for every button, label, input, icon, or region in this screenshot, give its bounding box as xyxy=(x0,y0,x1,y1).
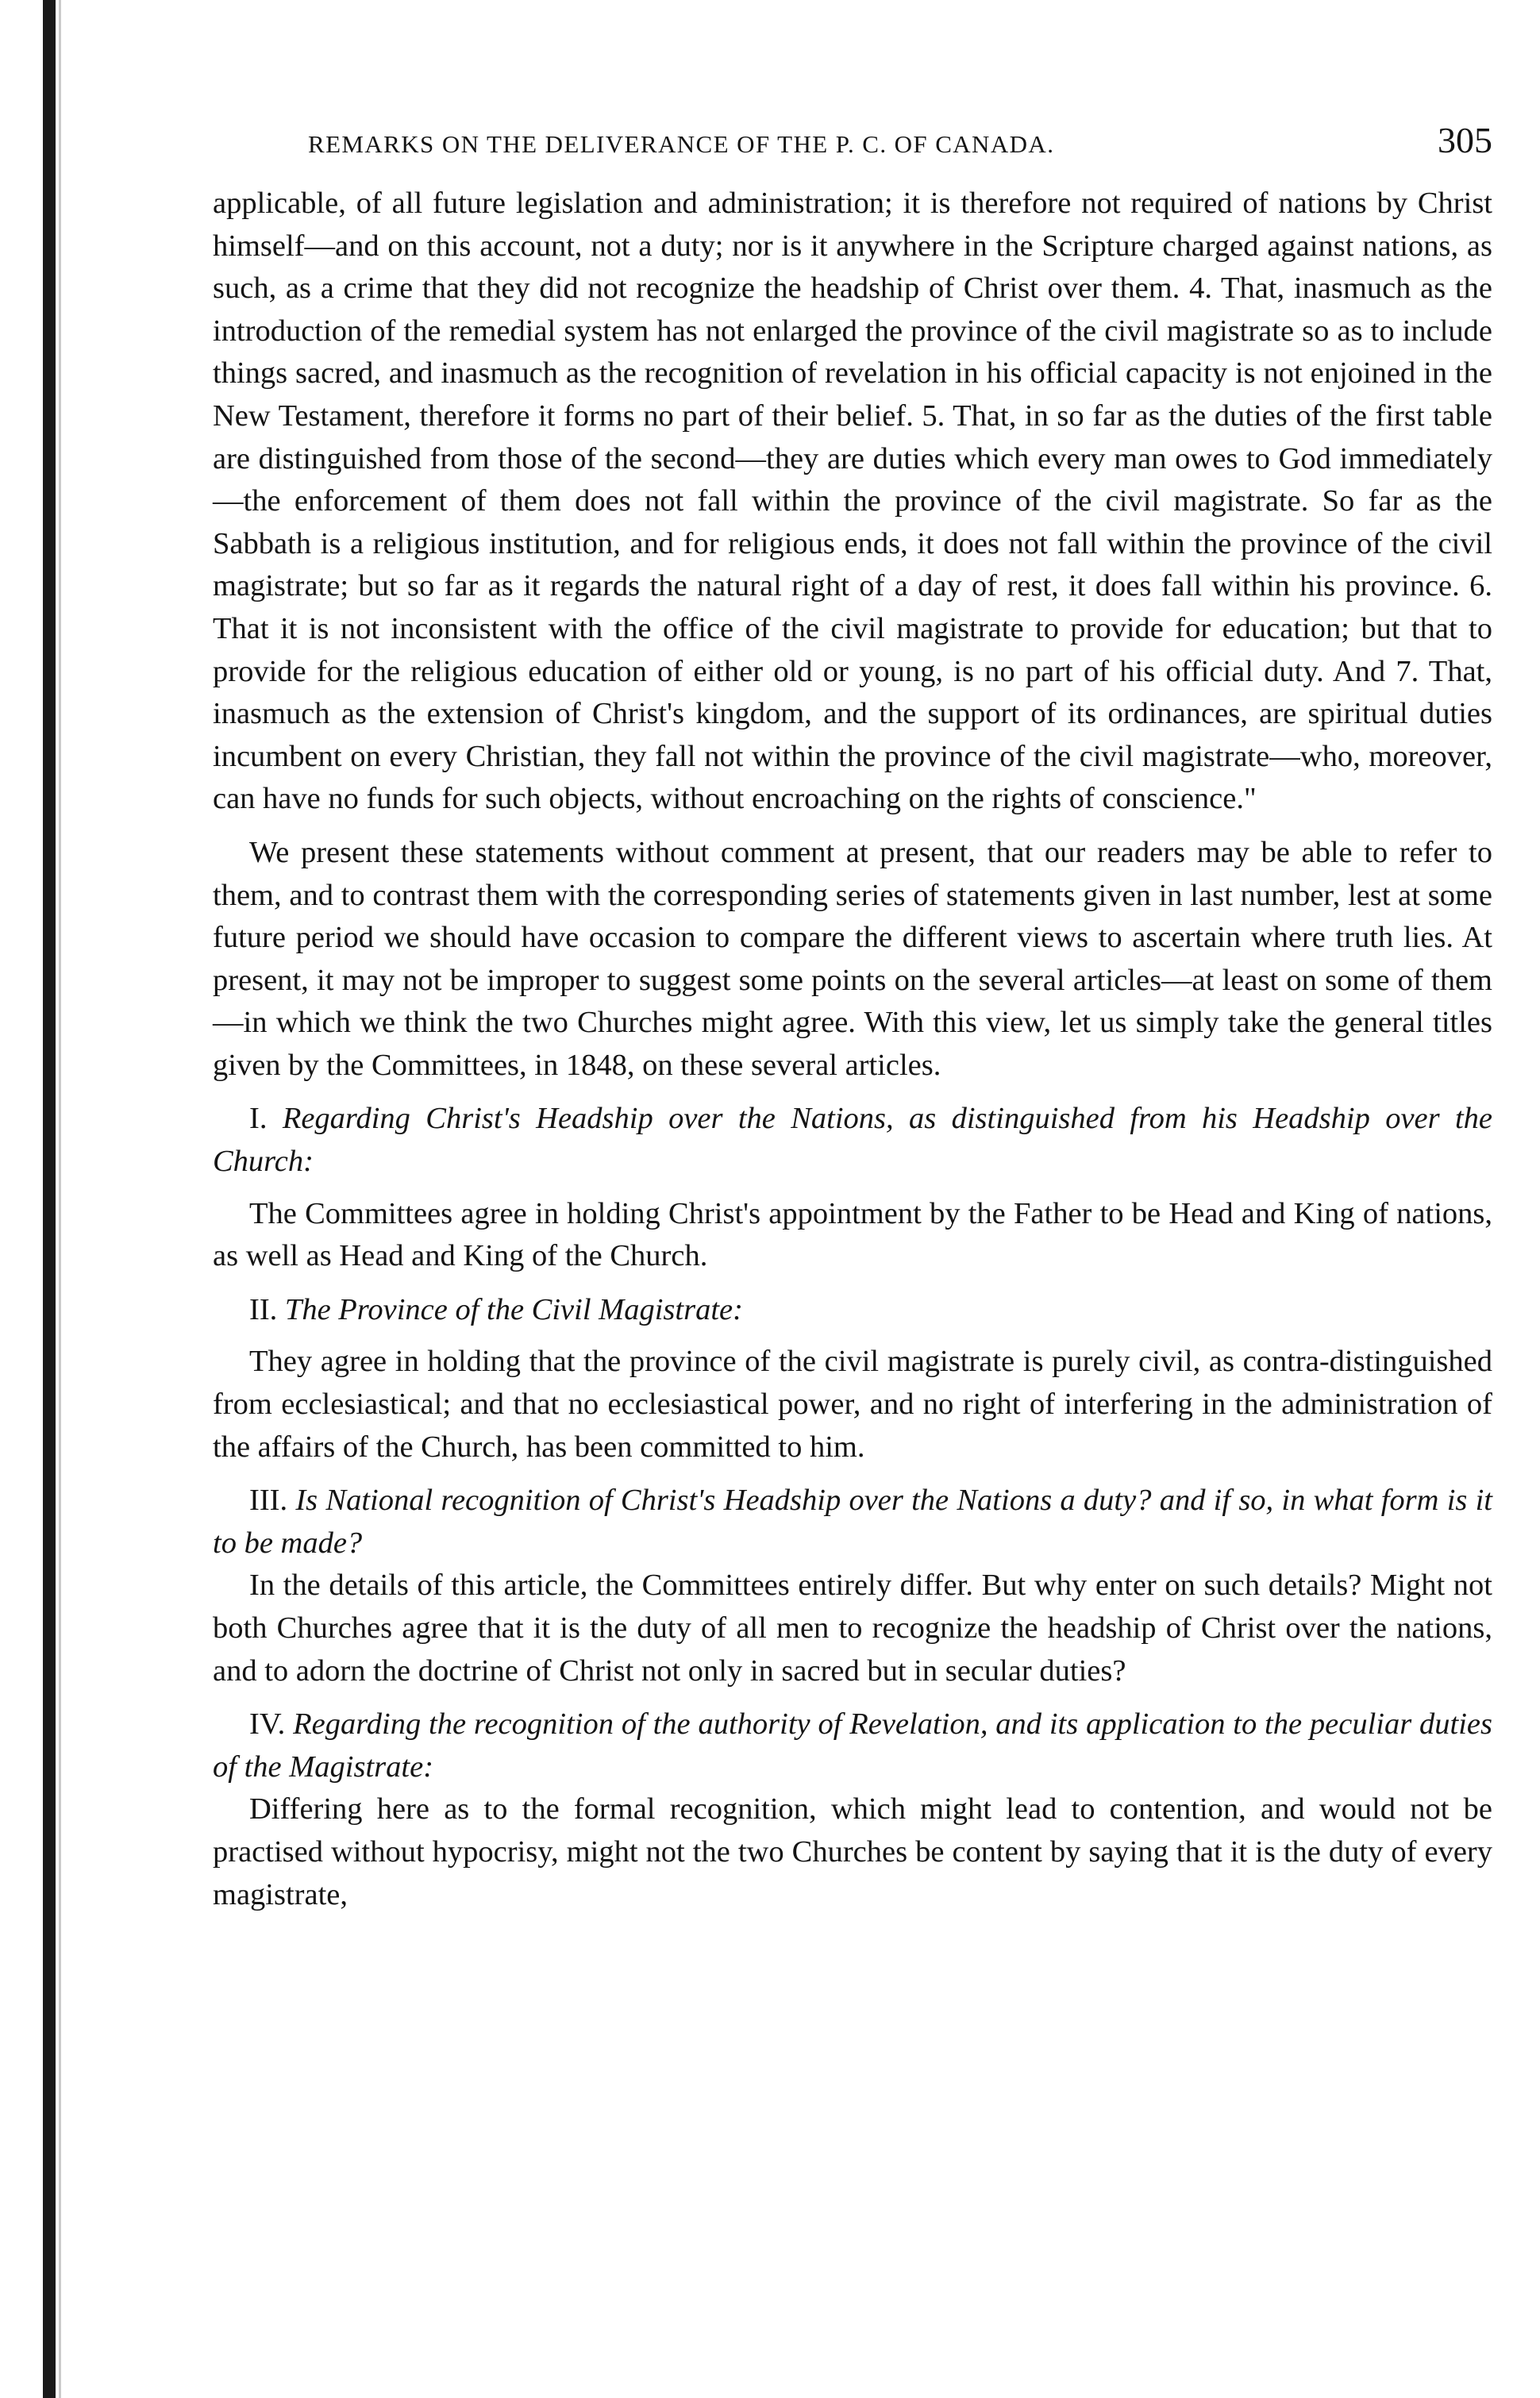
section-body: The Committees agree in holding Christ's appointment by the Father to be Head and King of nations, as well as Head and King of the Church. xyxy=(213,1196,1492,1273)
paragraph-continuation: applicable, of all future legislation and administration; it is therefore not required of nations by Christ himself—and on this account, not a duty; nor is it anywhere in the Scripture charged against nations, as such, as a crime that they did not recognize the headship of Christ over them. 4. That, inasmuch as the introduction of the remedial system has not enlarged the province of the civil magistrate so as to include things sacred, and inasmuch as the recognition of revelation in his official capacity is not enjoined in the New Testament, therefore it forms no part of their belief. 5. That, in so far as the duties of the first table are distinguished from those of the second—they are duties which every man owes to God immediately—the enforcement of them does not fall within the province of the civil magistrate. So far as the Sabbath is a religious institution, and for religious ends, it does not fall within the province of the civil magistrate; but so far as it regards the natural right of a day of rest, it does fall within his province. 6. That it is not inconsistent with the office of the civil magistrate to provide for education; but that to provide for the religious education of either old or young, is no part of his official duty. And 7. That, inasmuch as the extension of Christ's kingdom, and the support of its ordinances, are spiritual duties incumbent on every Christian, they fall not within the province of the civil magistrate—who, moreover, can have no funds for such objects, without encroaching on the rights of conscience." xyxy=(213,187,1492,816)
page-number: 305 xyxy=(1438,120,1492,160)
running-head xyxy=(213,119,1492,167)
section-heading: The Province of the Civil Magistrate: xyxy=(284,1292,743,1326)
scan-binding-shadow xyxy=(59,0,61,2398)
section-iii xyxy=(213,1480,1492,1692)
section-heading: Regarding Christ's Headship over the Nations, as distinguished from his Headship over the Church: xyxy=(213,1102,1492,1179)
running-title: REMARKS ON THE DELIVERANCE OF THE P. C. OF CANADA. xyxy=(308,130,1055,158)
page xyxy=(213,119,1492,1927)
section-heading: Regarding the recognition of the authority of Revelation, and its application to the peculiar duties of the Magistrate: xyxy=(213,1707,1492,1784)
scan-binding-edge xyxy=(43,0,56,2398)
section-numeral: I. xyxy=(249,1102,268,1136)
section-heading: Is National recognition of Christ's Headship over the Nations a duty? and if so, in what form is it to be made? xyxy=(213,1484,1493,1560)
section-body: They agree in holding that the province of the civil magistrate is purely civil, as contra-distinguished from ecclesiastical; and that no ecclesiastical power, and no right of interfering in the administration of the affairs of the Church, has been committed to him. xyxy=(213,1345,1492,1464)
section-i xyxy=(213,1098,1492,1277)
section-ii xyxy=(213,1289,1492,1468)
section-numeral: IV. xyxy=(249,1707,286,1742)
section-numeral: III. xyxy=(249,1484,288,1518)
section-body: Differing here as to the formal recognition, which might lead to contention, and would not be practised without hypocrisy, might not the two Churches be content by saying that it is the duty of every magistrate, xyxy=(213,1792,1492,1911)
body-text xyxy=(213,183,1492,1916)
paragraph-commentary: We present these statements without comment at present, that our readers may be able to refer to them, and to contrast them with the corresponding series of statements given in last number, lest at some future period we should have occasion to compare the different views to ascertain where truth lies. At present, it may not be improper to suggest some points on the several articles—at least on some of them—in which we think the two Churches might agree. With this view, let us simply take the general titles given by the Committees, in 1848, on these several articles. xyxy=(213,835,1492,1082)
section-body: In the details of this article, the Committees entirely differ. But why enter on such details? Might not both Churches agree that it is the duty of all men to recognize the headship of Christ over the nations, and to adorn the doctrine of Christ not only in sacred but in secular duties? xyxy=(213,1569,1492,1688)
section-iv xyxy=(213,1703,1492,1916)
section-numeral: II. xyxy=(249,1292,278,1326)
